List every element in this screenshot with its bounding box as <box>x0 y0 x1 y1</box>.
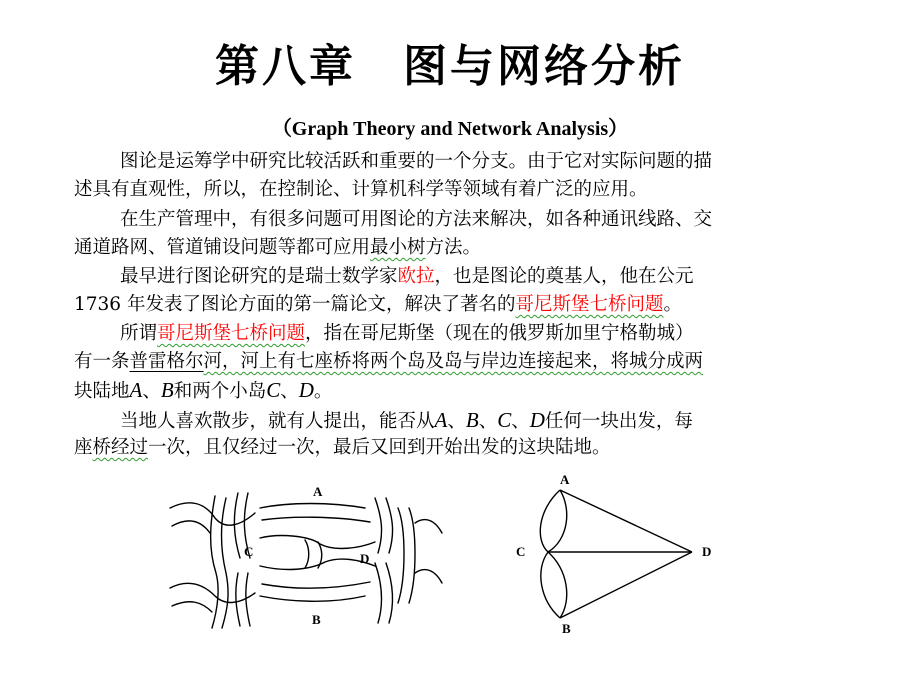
bank-line <box>260 504 365 509</box>
bridge-line <box>375 563 382 623</box>
bridge-line <box>386 498 393 553</box>
bank-line <box>262 582 370 588</box>
text-run: 、 <box>280 381 299 402</box>
text-run: 。 <box>663 294 682 315</box>
name-euler: 欧拉 <box>397 266 435 287</box>
paragraph-4-line-2 <box>74 350 703 374</box>
symbol-a: A <box>434 408 448 432</box>
text-run: 方法。 <box>425 237 482 258</box>
node-label-b: B <box>562 621 571 636</box>
symbol-b: B <box>160 378 174 402</box>
term-minimum-tree: 最小树 <box>370 237 426 258</box>
paragraph-4-line-3 <box>74 378 332 404</box>
bridge-line <box>236 573 240 626</box>
bridge-line <box>386 563 393 623</box>
text-run: 所谓 <box>120 323 158 344</box>
bridge-line <box>234 493 240 558</box>
bridge-line <box>305 540 309 568</box>
edge-a-d <box>560 490 692 552</box>
node-label-a: A <box>560 472 570 487</box>
symbol-c: C <box>497 408 512 432</box>
text-run: 最早进行图论研究的是瑞士数学家 <box>120 266 398 287</box>
text-run: 1736 年发表了图论方面的第一篇论文，解决了著名的 <box>74 294 516 315</box>
bridge-line <box>398 508 404 603</box>
paragraph-2-line-2 <box>74 236 481 260</box>
node-label-d: D <box>702 544 712 559</box>
bank-line <box>260 596 365 601</box>
graph-figure <box>510 470 730 640</box>
text-run: 有一条 <box>74 351 130 372</box>
edge-a-c <box>540 490 560 552</box>
term-konigsberg-problem: 哥尼斯堡七桥问题 <box>515 294 664 315</box>
text-run: 和两个小岛 <box>173 381 267 402</box>
paragraph-3-line-2 <box>74 293 682 317</box>
paragraph-3-line-1 <box>120 265 694 289</box>
river-line <box>170 583 255 602</box>
bridge-line <box>222 498 229 628</box>
paragraph-1-line-2: 述具有直观性，所以，在控制论、计算机科学等领域有着广泛的应用。 <box>74 179 648 200</box>
text-run: 当地人喜欢散步，就有人提出，能否从 <box>120 411 435 432</box>
text-run: 座 <box>74 437 93 458</box>
term-konigsberg-problem: 哥尼斯堡七桥问题 <box>157 323 306 344</box>
text-run: 桥经过 <box>92 437 149 458</box>
text-run: 任何一块出发，每 <box>544 411 693 432</box>
bridge-line <box>211 496 218 628</box>
paragraph-5-line-2 <box>74 436 611 460</box>
paragraph-2-line-1: 在生产管理中，有很多问题可用图论的方法来解决，如各种通讯线路、交 <box>120 209 713 230</box>
page-subtitle: （Graph Theory and Network Analysis） <box>271 118 629 140</box>
symbol-d: D <box>529 408 545 432</box>
region-label-c: C <box>244 544 254 559</box>
edge-b-d <box>560 552 692 618</box>
text-run: ，指在哥尼斯堡（现在的俄罗斯加里宁格勒城） <box>305 323 694 344</box>
text-run: 、 <box>142 381 161 402</box>
separator: 、 <box>478 411 498 432</box>
region-label-d: D <box>360 551 370 566</box>
bridges-sketch-figure <box>160 478 450 633</box>
paragraph-1-line-1: 图论是运筹学中研究比较活跃和重要的一个分支。由于它对实际问题的描 <box>120 151 713 172</box>
paragraph-4-line-1 <box>120 322 694 346</box>
symbol-a: A <box>129 378 143 402</box>
river-line <box>172 602 212 612</box>
node-label-c: C <box>516 544 526 559</box>
separator: 、 <box>511 411 530 432</box>
river-line <box>415 520 442 533</box>
bank-line <box>262 517 370 522</box>
symbol-c: C <box>266 378 281 402</box>
bridge-line <box>375 498 382 553</box>
text-run: ，也是图论的奠基人，他在公元 <box>434 266 694 287</box>
page-title: 第八章 图与网络分析 <box>215 41 685 92</box>
symbol-b: B <box>465 408 479 432</box>
symbol-d: D <box>298 378 314 402</box>
text-run: 河，河上有七座桥将两个岛及岛与岸边连接起来，将城分成两 <box>203 351 704 372</box>
river-line <box>415 570 442 583</box>
region-label-a: A <box>313 484 323 499</box>
term-pregel: 普雷格尔 <box>129 351 204 372</box>
text-run: 块陆地 <box>74 381 130 402</box>
text-run: 一次，且仅经过一次，最后又回到开始出发的这块陆地。 <box>148 437 611 458</box>
river-line <box>172 521 210 533</box>
region-label-b: B <box>312 612 321 627</box>
bridge-line <box>246 573 250 626</box>
separator: 、 <box>447 411 466 432</box>
bridge-line <box>409 508 415 603</box>
text-run: 通道路网、管道铺设问题等都可应用 <box>74 237 371 258</box>
text-run: 。 <box>313 381 333 402</box>
paragraph-5-line-1 <box>120 408 693 434</box>
